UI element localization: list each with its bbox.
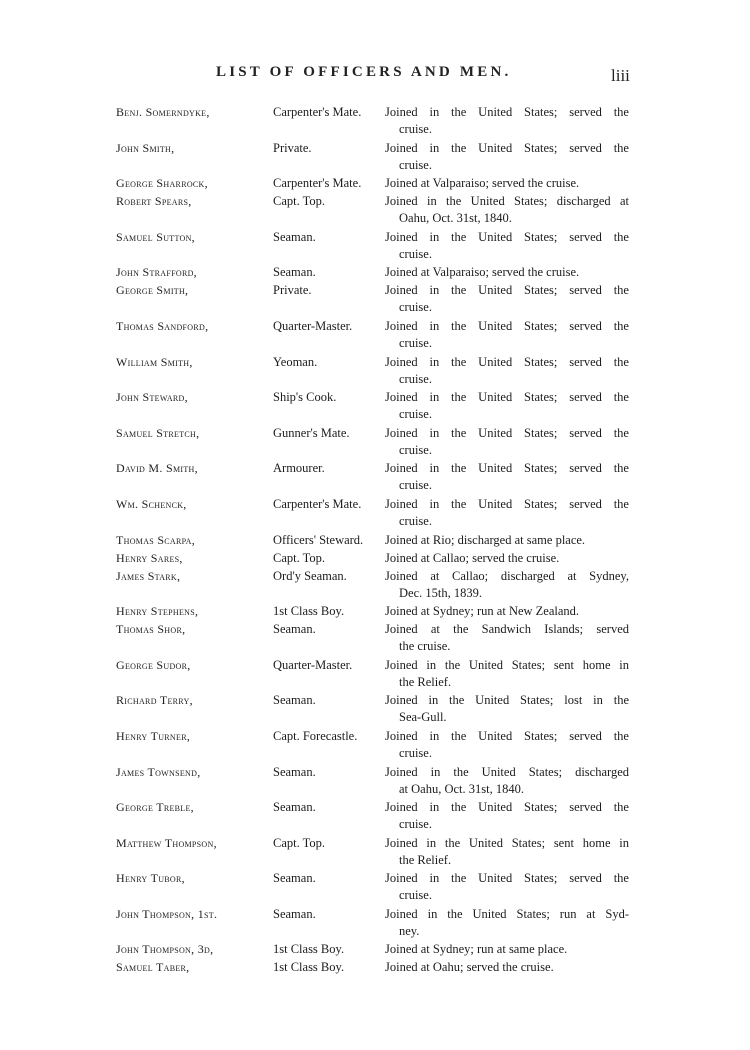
service-record — [385, 692, 629, 726]
service-record — [385, 657, 629, 691]
crew-name: John Steward, — [116, 390, 188, 405]
roster-row — [0, 193, 750, 229]
roster-row — [0, 354, 750, 390]
service-line-2: cruise. — [399, 122, 432, 136]
crew-rank: Private. — [273, 283, 312, 298]
crew-rank: Seaman. — [273, 764, 316, 779]
crew-rank: Quarter-Master. — [273, 318, 353, 333]
service-line-1: Joined at Valparaiso; served the cruise. — [385, 176, 580, 191]
crew-name: Robert Spears, — [116, 194, 192, 209]
crew-rank: Carpenter's Mate. — [273, 496, 362, 511]
crew-rank: Seaman. — [273, 871, 316, 886]
crew-rank: Seaman. — [273, 229, 316, 244]
roster-row — [0, 799, 750, 835]
roster-row — [0, 532, 750, 550]
service-line-1: Joined in the United States; served the — [385, 425, 629, 440]
service-line-1: Joined in the United States; served the — [385, 871, 629, 886]
service-record — [385, 264, 629, 281]
crew-rank: 1st Class Boy. — [273, 604, 345, 619]
service-record — [385, 568, 629, 602]
page-title: LIST OF OFFICERS AND MEN. — [216, 64, 512, 80]
service-record — [385, 550, 629, 567]
service-record — [385, 460, 629, 494]
service-record — [385, 193, 629, 227]
crew-name: David M. Smith, — [116, 461, 198, 476]
service-line-2: the Relief. — [399, 852, 452, 867]
service-line-2: cruise. — [399, 478, 432, 493]
service-line-1: Joined in the United States; served the — [385, 728, 629, 743]
service-line-2: Oahu, Oct. 31st, 1840. — [399, 211, 512, 226]
crew-name: George Smith, — [116, 283, 189, 298]
service-line-2: Dec. 15th, 1839. — [399, 585, 482, 600]
page-header — [0, 64, 750, 88]
roster-row — [0, 460, 750, 496]
service-line-1: Joined at Callao; served the cruise. — [385, 550, 560, 565]
roster-row — [0, 728, 750, 764]
service-line-2: ney. — [399, 923, 420, 938]
service-record — [385, 229, 629, 263]
service-line-1: Joined in the United States; served the — [385, 354, 629, 369]
roster-row — [0, 764, 750, 800]
crew-rank: Gunner's Mate. — [273, 425, 350, 440]
service-record — [385, 728, 629, 762]
service-line-1: Joined in the United States; served the — [385, 390, 629, 405]
roster-row — [0, 389, 750, 425]
service-record — [385, 870, 629, 904]
service-line-1: Joined in the United States; served the — [385, 105, 629, 119]
service-line-1: Joined at the Sandwich Islands; served — [385, 622, 629, 637]
roster-row — [0, 318, 750, 354]
crew-rank: Armourer. — [273, 461, 325, 476]
crew-rank: Ship's Cook. — [273, 390, 337, 405]
service-line-2: at Oahu, Oct. 31st, 1840. — [399, 781, 524, 796]
crew-rank: Capt. Top. — [273, 550, 326, 565]
crew-name: John Strafford, — [116, 265, 197, 280]
crew-name: Benj. Somerndyke, — [116, 105, 210, 119]
service-line-1: Joined at Callao; discharged at Sydney, — [385, 568, 629, 583]
service-line-2: cruise. — [399, 745, 432, 760]
crew-name: Wm. Schenck, — [116, 496, 187, 511]
crew-name: James Townsend, — [116, 764, 201, 779]
service-line-2: cruise. — [399, 817, 432, 832]
crew-rank: Seaman. — [273, 800, 316, 815]
service-record — [385, 603, 629, 620]
service-line-2: cruise. — [399, 442, 432, 457]
crew-name: James Stark, — [116, 568, 181, 583]
service-line-1: Joined at Rio; discharged at same place. — [385, 532, 586, 547]
service-line-1: Joined in the United States; served the — [385, 496, 629, 511]
crew-rank: Carpenter's Mate. — [273, 176, 362, 191]
crew-name: Thomas Shor, — [116, 622, 186, 637]
roster-list — [0, 104, 750, 977]
service-record — [385, 835, 629, 869]
service-line-2: cruise. — [399, 246, 432, 261]
service-line-1: Joined at Oahu; served the cruise. — [385, 960, 554, 975]
crew-name: Samuel Taber, — [116, 960, 190, 975]
roster-row — [0, 104, 750, 140]
service-record — [385, 104, 629, 138]
crew-name: Matthew Thompson, — [116, 835, 217, 850]
roster-row — [0, 496, 750, 532]
page-number: liii — [611, 66, 630, 85]
crew-rank: Seaman. — [273, 622, 316, 637]
crew-rank: 1st Class Boy. — [273, 942, 345, 957]
service-line-1: Joined in the United States; served the — [385, 800, 629, 815]
service-record — [385, 354, 629, 388]
roster-row — [0, 175, 750, 193]
service-line-2: cruise. — [399, 371, 432, 386]
crew-rank: Capt. Top. — [273, 194, 326, 209]
crew-name: Samuel Stretch, — [116, 425, 200, 440]
service-line-2: Sea-Gull. — [399, 710, 447, 725]
crew-rank: Carpenter's Mate. — [273, 105, 362, 119]
crew-rank: Yeoman. — [273, 354, 318, 369]
crew-rank: Quarter-Master. — [273, 657, 353, 672]
crew-name: George Treble, — [116, 800, 194, 815]
service-record — [385, 175, 629, 192]
service-line-2: cruise. — [399, 335, 432, 350]
crew-name: Henry Turner, — [116, 728, 191, 743]
service-record — [385, 140, 629, 174]
service-record — [385, 906, 629, 940]
service-line-1: Joined in the United States; discharged — [385, 764, 629, 779]
crew-name: John Smith, — [116, 140, 175, 155]
service-record — [385, 282, 629, 316]
crew-rank: Ord'y Seaman. — [273, 568, 347, 583]
roster-row — [0, 657, 750, 693]
crew-name: Henry Tubor, — [116, 871, 185, 886]
service-line-1: Joined in the United States; run at Syd- — [385, 906, 629, 921]
service-record — [385, 959, 629, 976]
roster-row — [0, 425, 750, 461]
service-record — [385, 799, 629, 833]
roster-row — [0, 906, 750, 942]
service-line-1: Joined in the United States; served the — [385, 229, 629, 244]
service-line-2: cruise. — [399, 300, 432, 315]
service-line-1: Joined at Sydney; run at same place. — [385, 942, 568, 957]
crew-rank: Seaman. — [273, 693, 316, 708]
crew-name: John Thompson, 3d, — [116, 942, 214, 957]
crew-name: Richard Terry, — [116, 693, 193, 708]
crew-name: Henry Stephens, — [116, 604, 199, 619]
crew-name: Thomas Scarpa, — [116, 532, 196, 547]
service-record — [385, 621, 629, 655]
service-line-1: Joined at Sydney; run at New Zealand. — [385, 604, 580, 619]
crew-name: William Smith, — [116, 354, 193, 369]
crew-rank: Capt. Top. — [273, 835, 326, 850]
service-line-1: Joined in the United States; lost in the — [385, 693, 629, 708]
crew-name: George Sudor, — [116, 657, 191, 672]
crew-name: Thomas Sandford, — [116, 318, 209, 333]
service-line-1: Joined in the United States; sent home in — [385, 835, 629, 850]
crew-name: John Thompson, 1st. — [116, 906, 218, 921]
crew-rank: Private. — [273, 140, 312, 155]
roster-row — [0, 870, 750, 906]
service-record — [385, 941, 629, 958]
roster-row — [0, 140, 750, 176]
service-line-2: cruise. — [399, 157, 432, 172]
roster-row — [0, 621, 750, 657]
roster-row — [0, 603, 750, 621]
roster-row — [0, 959, 750, 977]
service-record — [385, 532, 629, 549]
roster-row — [0, 568, 750, 604]
service-record — [385, 425, 629, 459]
crew-rank: 1st Class Boy. — [273, 960, 345, 975]
roster-row — [0, 282, 750, 318]
crew-rank: Seaman. — [273, 265, 316, 280]
roster-row — [0, 692, 750, 728]
roster-row — [0, 229, 750, 265]
service-line-2: cruise. — [399, 407, 432, 422]
service-line-1: Joined at Valparaiso; served the cruise. — [385, 265, 580, 280]
service-line-2: the cruise. — [399, 639, 451, 654]
crew-name: Henry Sares, — [116, 550, 183, 565]
service-line-1: Joined in the United States; served the — [385, 461, 629, 476]
crew-name: George Sharrock, — [116, 176, 208, 191]
service-line-1: Joined in the United States; served the — [385, 283, 629, 298]
roster-row — [0, 941, 750, 959]
service-line-1: Joined in the United States; served the — [385, 318, 629, 333]
service-line-1: Joined in the United States; served the — [385, 140, 629, 155]
service-line-2: the Relief. — [399, 674, 452, 689]
service-line-2: cruise. — [399, 888, 432, 903]
crew-rank: Seaman. — [273, 906, 316, 921]
service-line-2: cruise. — [399, 513, 432, 528]
roster-row — [0, 550, 750, 568]
service-record — [385, 496, 629, 530]
service-record — [385, 389, 629, 423]
crew-name: Samuel Sutton, — [116, 229, 195, 244]
crew-rank: Officers' Steward. — [273, 532, 364, 547]
roster-row — [0, 264, 750, 282]
service-line-1: Joined in the United States; discharged at — [385, 194, 629, 209]
service-record — [385, 764, 629, 798]
service-line-1: Joined in the United States; sent home in — [385, 657, 629, 672]
service-record — [385, 318, 629, 352]
roster-row — [0, 835, 750, 871]
crew-rank: Capt. Forecastle. — [273, 728, 358, 743]
